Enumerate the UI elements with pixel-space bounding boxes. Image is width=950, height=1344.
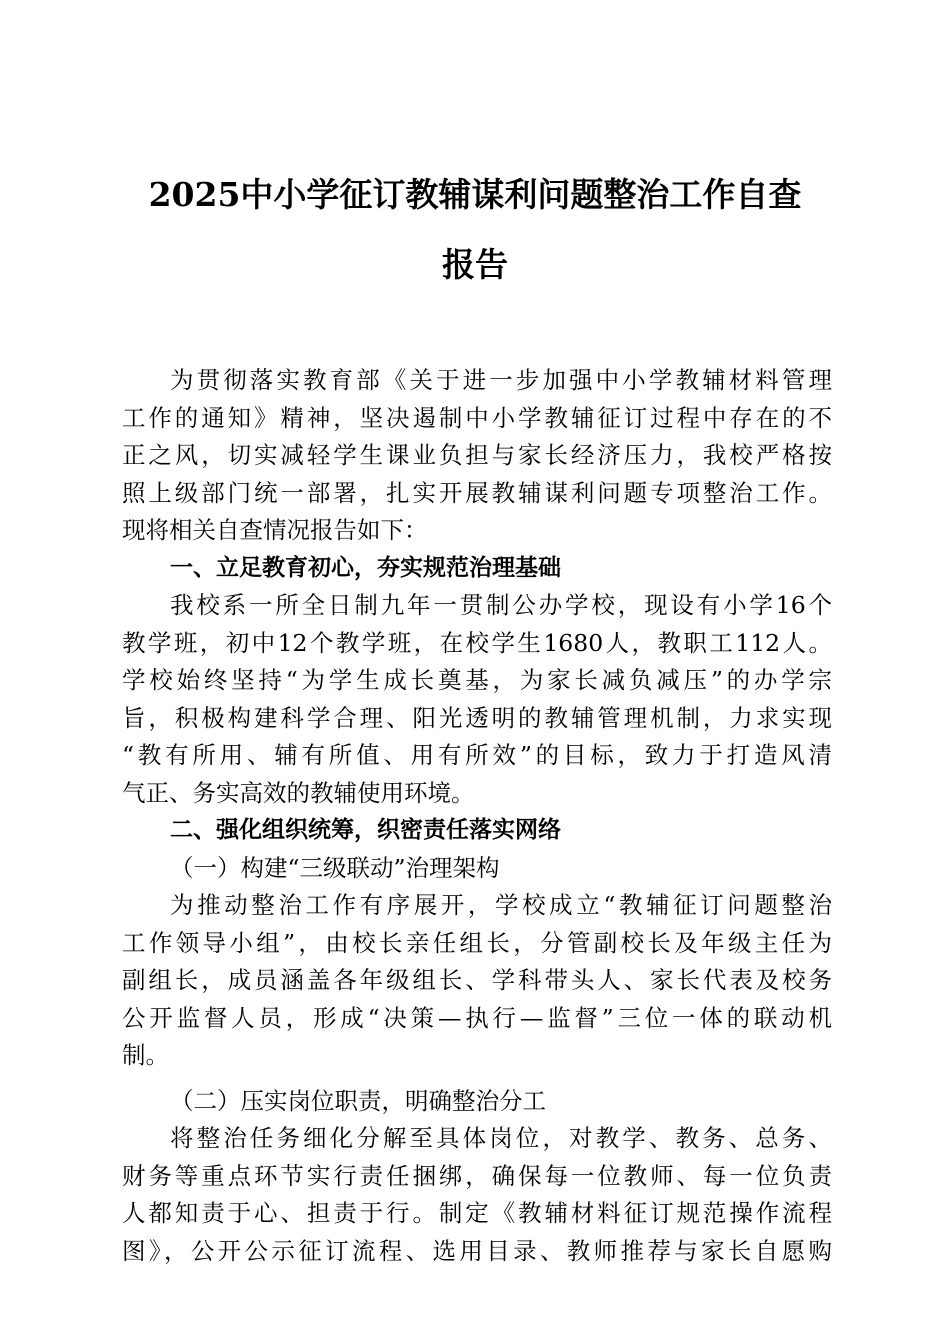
paragraph-line: 气正、务实高效的教辅使用环境。: [122, 778, 475, 807]
paragraph-line: 制。: [122, 1041, 169, 1069]
paragraph-line: 我校系一所全日制九年一贯制公办学校，现设有小学16个: [170, 591, 832, 619]
spacer: [122, 1075, 832, 1083]
document-title-line-2: 报告: [442, 245, 508, 284]
subsection-heading: （二）压实岗位职责，明确整治分工: [170, 1086, 546, 1115]
paragraph-line: 照上级部门统一部署，扎实开展教辅谋利问题专项整治工作。: [122, 478, 832, 507]
paragraph-line: 教学班，初中12个教学班，在校学生1680人，教职工112人。: [122, 628, 832, 657]
paragraph-line: 公开监督人员，形成“决策—执行—监督”三位一体的联动机: [122, 1003, 832, 1032]
paragraph-line: 旨，积极构建科学合理、阳光透明的教辅管理机制，力求实现: [122, 703, 832, 732]
paragraph-line: “教有所用、辅有所值、用有所效”的目标，致力于打造风清: [122, 741, 832, 769]
paragraph-line: 为推动整治工作有序展开，学校成立“教辅征订问题整治: [170, 891, 832, 919]
paragraph-line: 图》，公开公示征订流程、选用目录、教师推荐与家长自愿购: [122, 1236, 832, 1265]
section-heading: 一、立足教育初心，夯实规范治理基础: [170, 554, 561, 581]
document-body: [122, 362, 832, 1270]
paragraph-line: 学校始终坚持“为学生成长奠基，为家长减负减压”的办学宗: [122, 666, 832, 694]
document-title-line-1: 2025中小学征订教辅谋利问题整治工作自查: [148, 175, 802, 214]
paragraph-line: 将整治任务细化分解至具体岗位，对教学、教务、总务、: [170, 1124, 832, 1152]
section-heading: 二、强化组织统筹，织密责任落实网络: [170, 817, 561, 843]
paragraph-line: 现将相关自查情况报告如下：: [122, 516, 428, 544]
paragraph-line: 副组长，成员涵盖各年级组长、学科带头人、家长代表及校务: [122, 966, 832, 994]
subsection-heading: （一）构建“三级联动”治理架构: [170, 853, 500, 882]
paragraph-line: 工作领导小组”，由校长亲任组长，分管副校长及年级主任为: [122, 928, 832, 957]
paragraph-line: 正之风，切实减轻学生课业负担与家长经济压力，我校严格按: [122, 441, 832, 469]
paragraph-line: 工作的通知》精神，坚决遏制中小学教辅征订过程中存在的不: [122, 403, 832, 432]
paragraph-line: 人都知责于心、担责于行。制定《教辅材料征订规范操作流程: [122, 1199, 832, 1227]
paragraph-line: 为贯彻落实教育部《关于进一步加强中小学教辅材料管理: [170, 366, 832, 394]
paragraph-line: 财务等重点环节实行责任捆绑，确保每一位教师、每一位负责: [122, 1161, 832, 1190]
